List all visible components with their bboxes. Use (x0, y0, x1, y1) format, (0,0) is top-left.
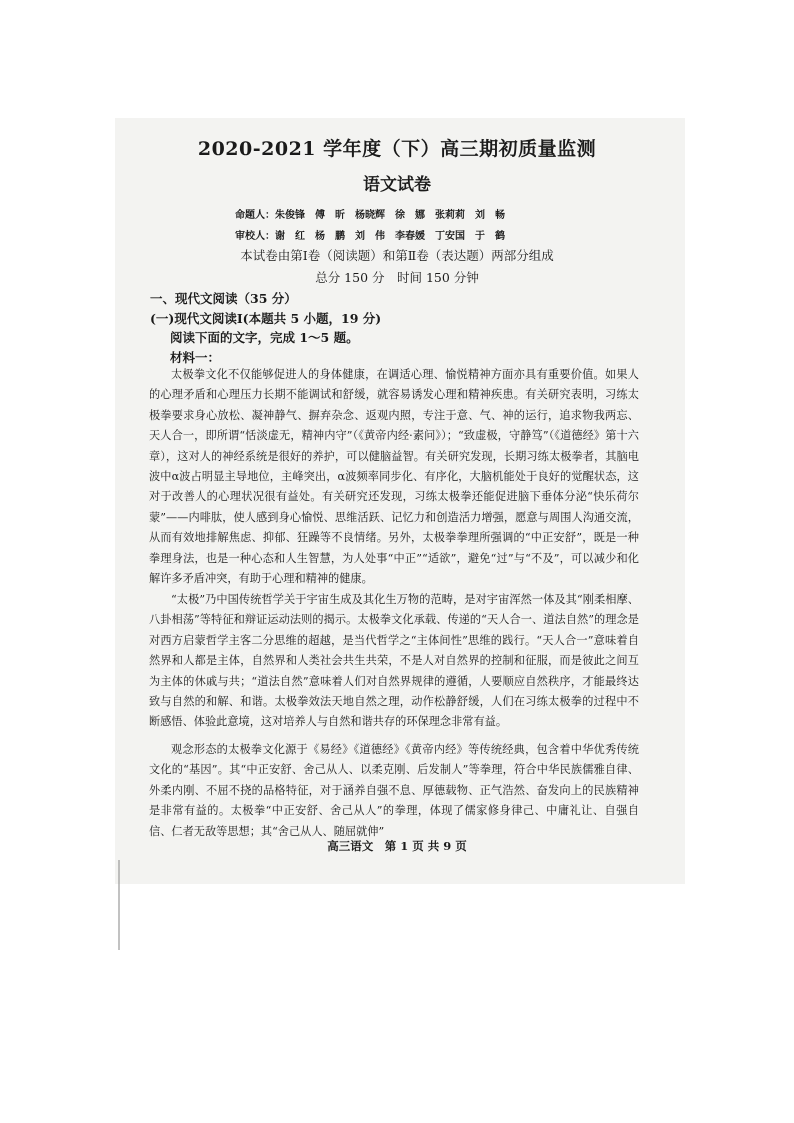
paragraph-text: 太极拳文化不仅能够促进人的身体健康，在调适心理、愉悦精神方面亦具有重要价值。如果人的心理矛盾和心理压力长期不能调试和舒缓，就容易诱发心理和精神疾患。有关研究表明，习练太极拳要求身心放松、凝神静气、摒弃杂念、返观内照，专注于意、气、神的运行，追求物我两忘、天人合一，即所谓“恬淡虚无，精神内守”（《黄帝内经·素问》）；“致虚极，守静笃”（《道德经》第十六章），这对人的神经系统是很好的养护，可以健脑益智。有关研究发现，长期习练太极拳者，其脑电波中α波占明显主导地位，主峰突出，α波频率同步化、有序化，大脑机能处于良好的觉醒状态，这对于改善人的心理状况很有益处。有关研究还发现，习练太极拳还能促进脑下垂体分泌“快乐荷尔蒙”——内啡肽，使人感到身心愉悦、思维活跃、记忆力和创造活力增强，愿意与周围人沟通交流，从而有效地排解焦虑、抑郁、狂躁等不良情绪。另外，太极拳拳理所强调的“中正安舒”，既是一种拳理身法，也是一种心态和人生智慧，为人处事“中正”“适欲”，避免“过”与“不及”，可以减少和化解许多矛盾冲突，有助于心理和精神的健康。 (149, 368, 639, 586)
paragraph-text: “太极”乃中国传统哲学关于宇宙生成及其化生万物的范畴，是对宇宙浑然一体及其“刚柔相摩、八卦相荡”等特征和辩证运动法则的揭示。太极拳文化承载、传递的“天人合一、道法自然”的理念是对西方启蒙哲学主客二分思维的超越，是当代哲学之“主体间性”思维的践行。“天人合一”意味着自然界和人都是主体，自然界和人类社会共生共荣，不是人对自然界的控制和征服，而是彼此之间互为主体的休戚与共；“道法自然”意味着人们对自然界规律的遵循，人要顺应自然秩序，才能最终达致与自然的和解、和谐。太极拳效法天地自然之理，动作松静舒缓，人们在习练太极拳的过程中不断感悟、体验此意境，这对培养人与自然和谐共存的环保理念非常有益。 (149, 593, 639, 729)
exam-title: 2020-2021 学年度（下）高三期初质量监测 (197, 138, 597, 160)
reading-instruction: 阅读下面的文字，完成 1～5 题。 (170, 330, 359, 345)
exam-subtitle: 语文试卷 (363, 175, 431, 195)
scan-edge-mark (118, 860, 120, 950)
paragraph-3 (149, 740, 639, 842)
subsection-heading: (一)现代文阅读Ⅰ(本题共 5 小题，19 分) (150, 311, 382, 326)
paragraph-1 (149, 365, 639, 589)
reviewers-line: 审校人：谢 红 杨 鹏 刘 伟 李春媛 丁安国 于 鹤 (235, 231, 505, 242)
authors-line: 命题人：朱俊锋 傅 昕 杨晓辉 徐 娜 张莉莉 刘 畅 (235, 210, 505, 221)
paragraph-text: 观念形态的太极拳文化源于《易经》《道德经》《黄帝内经》等传统经典，包含着中华优秀传统文化的“基因”。其“中正安舒、舍己从人、以柔克刚、后发制人”等拳理，符合中华民族儒雅自律、外柔内刚、不屈不挠的品格特征，对于涵养自强不息、厚德载物、正气浩然、奋发向上的民族精神是非常有益的。太极拳“中正安舒、舍己从人”的拳理，体现了儒家修身律己、中庸礼让、自强自信、仁者无敌等思想；其“舍己从人、随屈就伸” (149, 743, 639, 838)
material-label: 材料一： (170, 350, 221, 365)
composition-line: 本试卷由第Ⅰ卷（阅读题）和第Ⅱ卷（表达题）两部分组成 (240, 248, 554, 263)
paragraph-2 (149, 590, 639, 733)
page-footer: 高三语文 第 1 页 共 9 页 (327, 839, 467, 853)
score-time-line: 总分 150 分 时间 150 分钟 (315, 270, 479, 285)
section-heading: 一、现代文阅读（35 分） (150, 291, 297, 306)
